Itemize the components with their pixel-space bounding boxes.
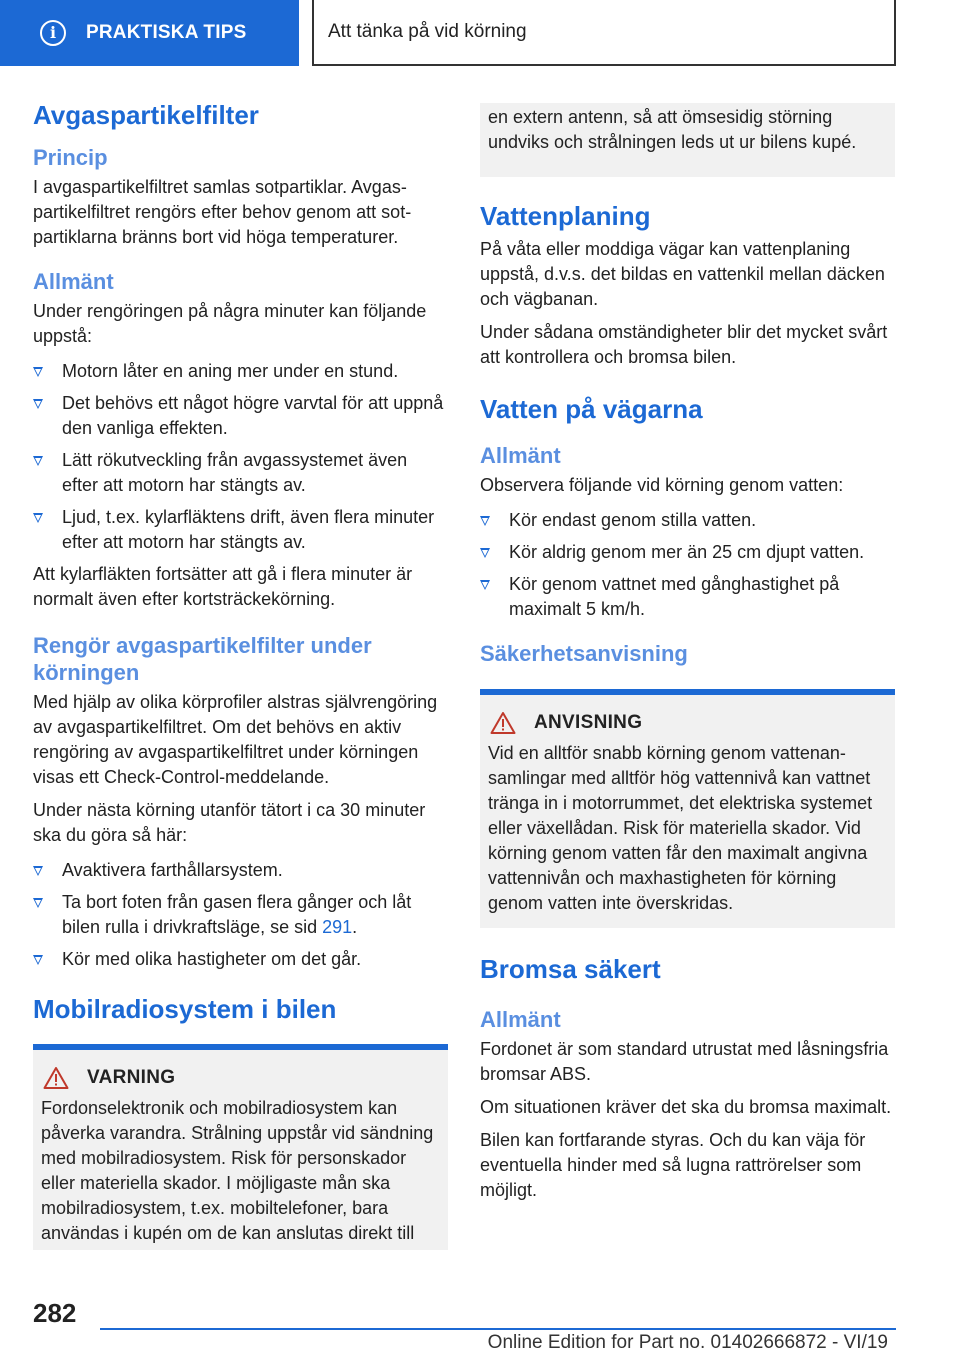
heading-sakerhetsanvisning: Säkerhetsanvisning	[480, 641, 688, 666]
section-tab	[0, 0, 299, 66]
list-item	[33, 448, 448, 498]
list-item-text: Motorn låter en aning mer under en stund.	[62, 361, 399, 381]
triangle-bullet-icon	[33, 513, 43, 523]
right-column	[480, 103, 895, 1211]
triangle-bullet-icon	[480, 548, 490, 558]
heading-allmant: Allmänt	[33, 269, 114, 294]
edition-text: Online Edition for Part no. 01402666872 - VI/19	[487, 1332, 888, 1353]
list-symptoms	[33, 359, 448, 555]
warning-text: Fordonselektronik och mobilradiosystem kan påverka varandra. Strålning uppstår vid sändning med mobilradiosystem. Risk för personskador eller materiella skador. I möjligaste mån ska mobilradiosystem, t.ex. mobiltelefoner, bara användas i kupén om de kan anslutas direkt till	[41, 1098, 434, 1243]
notice-header	[488, 711, 887, 735]
triangle-bullet-icon	[33, 955, 43, 965]
notice-text: Vid en alltför snabb körning genom vattenansamlingar med alltför hög vattennivå kan vattnet tränga in i motorrummet, det elektriska systemet eller växellådan. Risk för materiella skador. Vid körning genom vatten får den maximalt angivna vattennivån och maxhastigheten för körning genom vatten inte överskridas.	[488, 743, 873, 913]
warning-label: VARNING	[87, 1067, 176, 1088]
paragraph-allmant: Under rengöringen på några minuter kan följande uppstå:	[33, 301, 427, 346]
warning-header	[41, 1066, 440, 1090]
triangle-bullet-icon	[480, 580, 490, 590]
list-item	[33, 947, 448, 972]
heading-avgaspartikelfilter: Avgaspartikelfilter	[33, 100, 259, 130]
paragraph-princip: I avgaspartikelfiltret samlas sotpartiklar. Avgaspartikelfiltret rengörs efter behov genom att sotpartiklarna bränns bort vid höga temperaturer.	[33, 177, 412, 247]
page-header	[0, 0, 960, 66]
list-item-text: Kör endast genom stilla vatten.	[509, 510, 757, 530]
notice-box	[480, 689, 895, 928]
left-column	[33, 100, 448, 1250]
paragraph-bromsa-3: Bilen kan fortfarande styras. Och du kan väja för eventuella hinder med så lugna rattrörelser som möjligt.	[480, 1130, 866, 1200]
heading-bromsa-sakert: Bromsa säkert	[480, 954, 661, 984]
paragraph-vattenplaning-2: Under sådana omständigheter blir det mycket svårt att kontrollera och bromsa bilen.	[480, 322, 888, 367]
list-item	[33, 391, 448, 441]
warning-triangle-icon	[490, 711, 516, 735]
heading-princip: Princip	[33, 145, 108, 170]
paragraph-bromsa-2: Om situationen kräver det ska du bromsa maximalt.	[480, 1097, 892, 1117]
paragraph-allmant: Observera följande vid körning genom vatten:	[480, 475, 844, 495]
list-item-text-end: .	[352, 917, 358, 937]
warning-box	[33, 1044, 448, 1250]
list-item-text: Ta bort foten från gasen flera gånger och låt bilen rulla i drivkraftsläge, se sid	[62, 892, 412, 937]
list-item	[33, 890, 448, 940]
list-item	[480, 572, 895, 622]
page-reference-link[interactable]: 291	[322, 917, 353, 937]
paragraph-vattenplaning-1: På våta eller moddiga vägar kan vattenplaning uppstå, d.v.s. det bildas en vattenkil mellan däcken och vägbanan.	[480, 239, 885, 309]
heading-allmant: Allmänt	[480, 1007, 561, 1032]
list-item-text: Kör med olika hastigheter om det går.	[62, 949, 362, 969]
heading-vatten-pa-vagarna: Vatten på vägarna	[480, 394, 703, 424]
heading-rengor: Rengör avgaspartikelfilter under körningen	[33, 633, 372, 685]
warning-triangle-icon	[43, 1066, 69, 1090]
page-title: Att tänka på vid körning	[312, 0, 896, 66]
list-rengor-steps	[33, 858, 448, 972]
triangle-bullet-icon	[33, 367, 43, 377]
list-item-text: Kör genom vattnet med gånghastighet på maximalt 5 km/h.	[509, 574, 840, 619]
triangle-bullet-icon	[33, 456, 43, 466]
info-icon: i	[40, 20, 66, 46]
list-item-text: Det behövs ett något högre varvtal för att uppnå den vanliga effekten.	[62, 393, 444, 438]
triangle-bullet-icon	[33, 898, 43, 908]
list-item-text: Kör aldrig genom mer än 25 cm djupt vatten.	[509, 542, 865, 562]
triangle-bullet-icon	[33, 866, 43, 876]
heading-allmant: Allmänt	[480, 443, 561, 468]
warning-box-continued	[480, 103, 895, 177]
warning-text-continued: en extern antenn, så att ömsesidig störning undviks och strålningen leds ut ur bilens kupé.	[488, 107, 857, 152]
list-water	[480, 508, 895, 622]
list-item	[33, 505, 448, 555]
list-item	[480, 508, 895, 533]
list-item	[33, 858, 448, 883]
list-item-text: Avaktivera farthållarsystem.	[62, 860, 283, 880]
notice-label: ANVISNING	[534, 712, 643, 733]
page-number: 282	[33, 1298, 77, 1328]
paragraph-rengor-1: Med hjälp av olika körprofiler alstras självrengöring av avgaspartikelfiltret. Om det behövs en aktiv rengöring av avgaspartikelfiltret under körningen visas ett Check-Control-meddelande.	[33, 692, 438, 787]
paragraph-bromsa-1: Fordonet är som standard utrustat med låsningsfria bromsar ABS.	[480, 1039, 889, 1084]
heading-vattenplaning: Vattenplaning	[480, 201, 651, 231]
list-item-text: Lätt rökutveckling från avgassystemet även efter att motorn har stängts av.	[62, 450, 408, 495]
paragraph-rengor-2: Under nästa körning utanför tätort i ca 30 minuter ska du göra så här:	[33, 800, 426, 845]
list-item	[33, 359, 448, 384]
section-label: PRAKTISKA TIPS	[86, 22, 247, 43]
list-item-text: Ljud, t.ex. kylarfläktens drift, även flera minuter efter att motorn har stängts av.	[62, 507, 435, 552]
triangle-bullet-icon	[33, 399, 43, 409]
list-item	[480, 540, 895, 565]
heading-mobilradio: Mobilradiosystem i bilen	[33, 994, 337, 1024]
paragraph-kylarflakt: Att kylarfläkten fortsätter att gå i flera minuter är normalt även efter kortsträckekörning.	[33, 564, 413, 609]
triangle-bullet-icon	[480, 516, 490, 526]
footer-divider	[100, 1328, 896, 1330]
